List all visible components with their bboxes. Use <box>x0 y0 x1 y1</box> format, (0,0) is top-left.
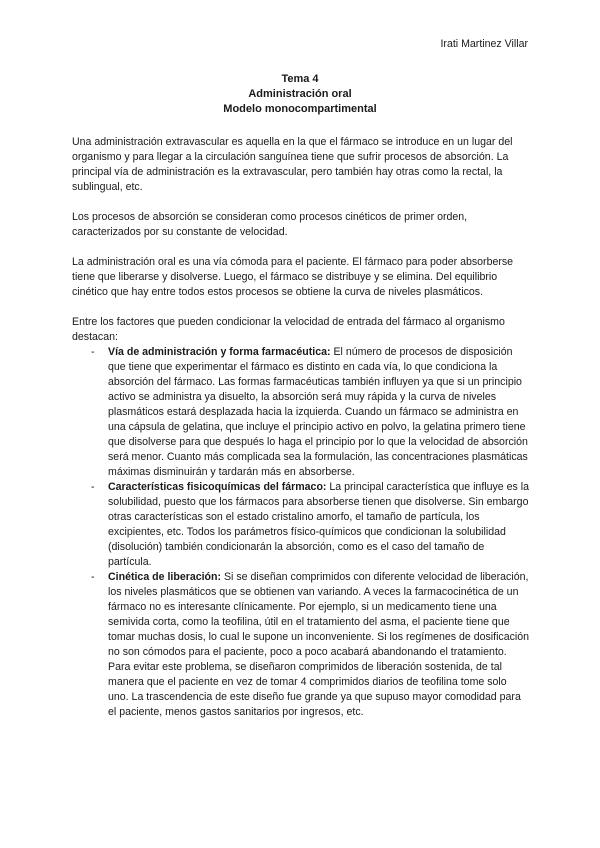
factor-text: Si se diseñan comprimidos con diferente velocidad de liberación, los niveles plasmáticos que se obtienen van variando. A veces la farmacocinética de un fármaco no es interesante clínicamente. Por ejemplo, si un medicamento tiene una semivida corta, como la teofilina, útil en el tratamiento del asma, el paciente tiene que tomar muchas dosis, lo cual le supone un inconveniente. Si los regímenes de dosificación no son cómodos para el paciente, poco a poco acabará abandonando el tratamiento. Para evitar este problema, se diseñaron comprimidos de liberación sostenida, de tal manera que el paciente en vez de tomar 4 comprimidos diarios de teofilina tome solo uno. La trascendencia de este diseño fue grande ya que supuso mayor comodidad para el paciente, menos gastos sanitarios por ingresos, etc. <box>108 571 530 718</box>
document-body <box>72 135 530 720</box>
bullet-dash: - <box>91 481 95 493</box>
author-name: Irati Martinez Villar <box>440 38 528 50</box>
factors-list <box>72 345 530 720</box>
bullet-dash: - <box>91 346 95 358</box>
title-topic: Tema 4 <box>281 73 319 85</box>
factor-label: Cinética de liberación: <box>108 571 222 583</box>
factor-text: La principal característica que influye es la solubilidad, puesto que los fármacos para absorberse tienen que disolverse. Sin embargo otras características son el estado cristalino amorfo, el tamaño de partícula, los excipientes, etc. Todos los parámetros físico-químicos que condicionan la solubilidad (disolución) también condicionarán la absorción, como es el caso del tamaño de partícula. <box>108 481 530 568</box>
paragraph-intro: Una administración extravascular es aquella en la que el fármaco se introduce en un lugar del organismo y para llegar a la circulación sanguínea tiene que sufrir procesos de absorción. La principal vía de administración es la extravascular, pero también hay otras como la rectal, la sublingual, etc. <box>72 136 513 193</box>
factor-label: Vía de administración y forma farmacéutica: <box>108 346 331 358</box>
paragraph-absorption: Los procesos de absorción se consideran como procesos cinéticos de primer orden, caracterizados por su constante de velocidad. <box>72 211 468 238</box>
list-item <box>72 570 530 720</box>
title-model: Modelo monocompartimental <box>223 103 377 115</box>
factor-label: Características fisicoquímicas del fármaco: <box>108 481 327 493</box>
list-intro: Entre los factores que pueden condicionar la velocidad de entrada del fármaco al organismo destacan: <box>72 316 505 343</box>
list-item <box>72 345 530 480</box>
paragraph-oral: La administración oral es una vía cómoda para el paciente. El fármaco para poder absorberse tiene que liberarse y disolverse. Luego, el fármaco se distribuye y se elimina. Del equilibrio cinético que hay entre todos estos procesos se obtiene la curva de niveles plasmáticos. <box>72 256 514 298</box>
bullet-dash: - <box>91 571 95 583</box>
title-subject: Administración oral <box>248 88 352 100</box>
document-title-block <box>0 72 600 117</box>
factor-text: El número de procesos de disposición que tiene que experimentar el fármaco es distinto en cada vía, lo que condiciona la absorción del fármaco. Las formas farmacéuticas también influyen ya que si un principio activo se administra ya disuelto, la absorción será muy rápida y la curva de niveles plasmáticos estará desplazada hacia la izquierda. Cuando un fármaco se administra en una cápsula de gelatina, que incluye el principio activo en polvo, la gelatina primero tiene que disolverse para que después lo haga el principio por lo que la velocidad de absorción será menor. Cuanto más complicada sea la formulación, las concentraciones plasmáticas máximas disminuirán y tardarán más en absorberse. <box>108 346 528 478</box>
list-item <box>72 480 530 570</box>
